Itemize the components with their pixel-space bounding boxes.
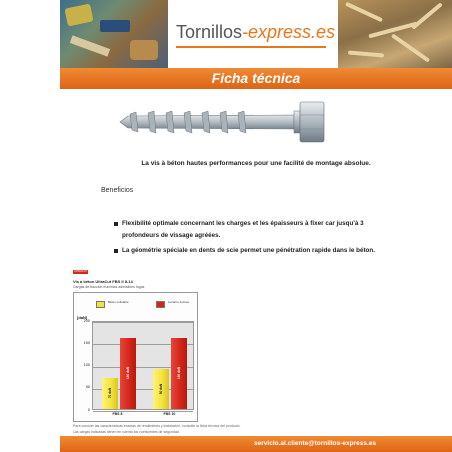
benefit-item: Flexibilité optimale concernant les charges et les épaisseurs à fixer car jusqu'à 3 profondeurs de vissage agréées.	[114, 218, 379, 242]
y-tick-label: 150	[83, 340, 90, 345]
chart-subtitle: Cargas de tracción máximas admisibles fugas	[73, 285, 145, 289]
plot-area	[92, 321, 194, 410]
header-screws-photo	[338, 0, 452, 68]
benefits-list	[114, 218, 379, 260]
page-title: Ficha técnica	[211, 70, 301, 86]
bar	[102, 378, 118, 409]
x-tick-label: FBS 8	[112, 412, 123, 416]
y-tick-label: 50	[85, 385, 90, 390]
brand-badge	[73, 270, 88, 274]
site-logo[interactable]	[168, 16, 338, 52]
load-chart	[73, 292, 198, 422]
gridline	[93, 411, 193, 412]
bar	[171, 338, 187, 409]
footnote: Para conocer las características exactas de rendimiento y instalación, consulte la ficha técnica del producto.	[73, 424, 241, 428]
footer-bar	[60, 436, 452, 452]
title-bar	[60, 68, 452, 89]
y-tick-label: 100	[83, 363, 90, 367]
bar-value-label: 160 daN	[125, 367, 130, 380]
product-tagline: La vis à béton hautes performances pour une facilité de montage absolue.	[141, 160, 371, 167]
logo-accent: -express.es	[242, 22, 336, 42]
legend-label: Béton cellulaire	[108, 300, 129, 304]
legend-swatch-red	[156, 301, 165, 308]
gridline	[93, 322, 193, 323]
contact-email-link[interactable]: servicio.al.cliente@tornillos-express.es	[254, 440, 376, 447]
footnote: Las cargas indicadas tienen en cuenta los coeficientes de seguridad.	[73, 430, 180, 434]
chart-title: Vis à béton UltraCut FBS II 8-14	[73, 279, 133, 284]
x-tick-label: FBS 10	[163, 412, 176, 416]
concrete-screw-image	[118, 98, 328, 146]
y-axis-label: [daN]	[77, 315, 88, 320]
badge-label: ULTRACUT	[73, 270, 88, 273]
y-tick-label: 200	[83, 318, 90, 323]
y-tick-label: 0	[87, 407, 90, 412]
legend-swatch-yellow	[96, 301, 105, 308]
legend-label: Lucarne Incluso	[168, 300, 190, 304]
bar-value-label: 70 daN	[107, 388, 112, 399]
benefits-heading: Beneficios	[101, 187, 134, 194]
bar	[120, 338, 136, 409]
benefit-item: La géométrie spéciale en dents de scie permet une pénétration rapide dans le béton.	[114, 245, 379, 257]
bar	[153, 369, 169, 409]
bar-value-label: 160 daN	[176, 367, 181, 380]
header-tools-photo	[60, 0, 168, 68]
chart-legend	[74, 293, 197, 315]
logo-main: Tornillos	[176, 22, 243, 42]
bar-value-label: 90 daN	[158, 383, 163, 395]
